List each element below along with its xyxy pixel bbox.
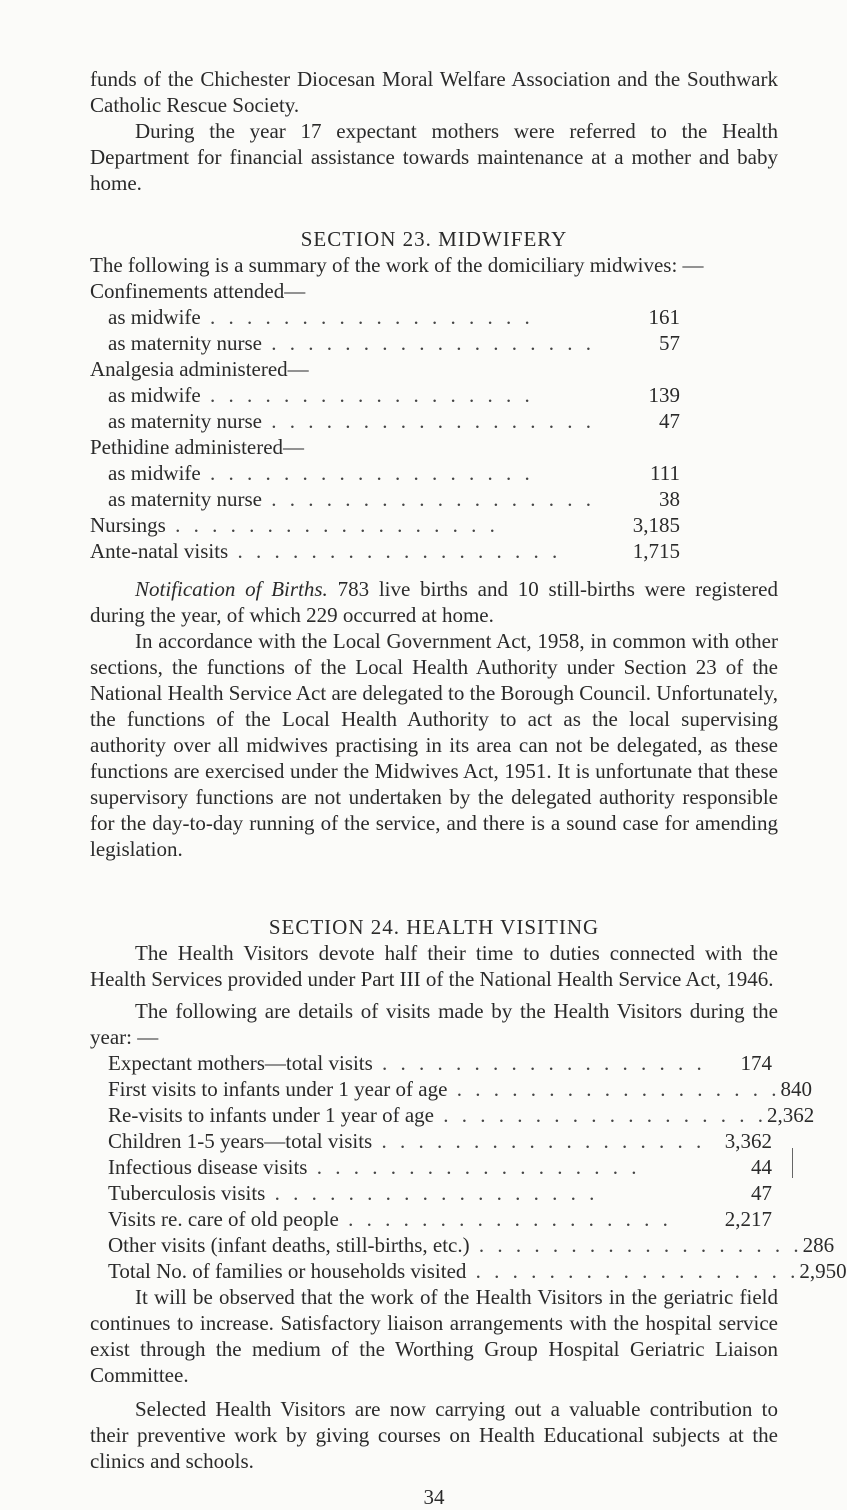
section-23-heading: SECTION 23. MIDWIFERY [300, 227, 568, 251]
row-value: 139 [648, 383, 680, 407]
midwifery-lead: The following is a summary of the work of the domiciliary midwives: — [90, 253, 704, 277]
leader-dots: . . . . . . . . . . . . . . . . . . [200, 461, 534, 485]
table-row [90, 278, 680, 304]
leader-dots: . . . . . . . . . . . . . . . . . . [338, 1207, 672, 1231]
row-label-text: Children 1-5 years—total visits [108, 1129, 373, 1153]
row-value: 286 [802, 1233, 835, 1257]
row-value: 47 [659, 409, 680, 433]
row-label-text: Infectious disease visits [108, 1155, 308, 1179]
row-label [90, 1076, 780, 1102]
row-label [90, 304, 600, 330]
leader-dots: . . . . . . . . . . . . . . . . . . [265, 1181, 599, 1205]
table-row [90, 1050, 772, 1076]
leader-dots: . . . . . . . . . . . . . . . . . . [261, 331, 595, 355]
row-label [90, 1050, 706, 1076]
table-row [90, 1206, 772, 1232]
row-label [90, 1154, 692, 1180]
leader-dots: . . . . . . . . . . . . . . . . . . [200, 305, 534, 329]
row-value: 38 [659, 487, 680, 511]
row-label [90, 382, 600, 408]
table-row [90, 382, 680, 408]
row-label [90, 1258, 799, 1284]
row-value: 1,715 [632, 539, 680, 563]
leader-dots: . . . . . . . . . . . . . . . . . . [165, 513, 499, 537]
table-row [90, 486, 680, 512]
row-label-text: Analgesia administered— [90, 357, 309, 381]
leader-dots: . . . . . . . . . . . . . . . . . . [434, 1103, 767, 1127]
row-label-text: as midwife [108, 305, 201, 329]
row-label-text: Expectant mothers—total visits [108, 1051, 373, 1075]
notification-text: 783 live births and 10 still-births were registered during the year, of which 229 occurred at home. [90, 577, 778, 627]
notification-title: Notification of Births. [135, 577, 328, 601]
row-label [90, 1232, 803, 1258]
row-label [90, 330, 600, 356]
leader-dots: . . . . . . . . . . . . . . . . . . [261, 409, 595, 433]
row-label [90, 538, 600, 564]
row-label [90, 1206, 692, 1232]
row-label-text: Total No. of families or households visited [108, 1259, 467, 1283]
row-label [90, 408, 600, 434]
delegation-paragraph: In accordance with the Local Government Act, 1958, in common with other sections, the functions of the Local Health Authority under Section 23 of the National Health Service Act are delegated to the Borough Council. Unfortunately, the functions of the Local Health Authority to act as the local supervising authority over all midwives practising in its area can not be delegated, as these functions are exercised under the Midwives Act, 1951. It is unfortunate that these supervisory functions are not undertaken by the delegated authority responsible for the day-to-day running of the service, and there is a sound case for amending legislation. [90, 629, 778, 861]
row-label-text: Ante-natal visits [90, 539, 229, 563]
row-label-text: Other visits (infant deaths, still-births, etc.) [108, 1233, 470, 1257]
leader-dots: . . . . . . . . . . . . . . . . . . [372, 1129, 706, 1153]
leader-dots: . . . . . . . . . . . . . . . . . . [447, 1077, 781, 1101]
document-page [90, 66, 847, 1510]
row-value: 57 [659, 331, 680, 355]
row-label [90, 486, 600, 512]
table-row [90, 408, 680, 434]
leader-dots: . . . . . . . . . . . . . . . . . . [228, 539, 562, 563]
section-24-heading: SECTION 24. HEALTH VISITING [268, 915, 600, 939]
table-row [90, 1232, 835, 1258]
row-label-text: as midwife [108, 461, 201, 485]
table-row [90, 1128, 772, 1154]
row-value: 161 [648, 305, 680, 329]
row-value: 174 [740, 1051, 772, 1075]
leader-dots: . . . . . . . . . . . . . . . . . . [466, 1259, 800, 1283]
row-value: 3,362 [724, 1129, 772, 1153]
table-row [90, 330, 680, 356]
health-visiting-lead: The following are details of visits made by the Health Visitors during the year: — [90, 999, 778, 1049]
health-visits-table [90, 1050, 847, 1284]
leader-dots: . . . . . . . . . . . . . . . . . . [200, 383, 534, 407]
row-label [90, 512, 600, 538]
row-label-text: Pethidine administered— [90, 435, 305, 459]
notification-paragraph [90, 576, 778, 628]
row-label [90, 278, 600, 304]
row-label [90, 460, 600, 486]
row-label-text: as maternity nurse [108, 409, 262, 433]
leader-dots: . . . . . . . . . . . . . . . . . . [469, 1233, 803, 1257]
table-row [90, 538, 680, 564]
row-value: 3,185 [632, 513, 680, 537]
table-row [90, 512, 680, 538]
leader-dots: . . . . . . . . . . . . . . . . . . [261, 487, 595, 511]
row-label-text: Re-visits to infants under 1 year of age [108, 1103, 434, 1127]
row-label [90, 1128, 705, 1154]
health-visiting-paragraph: The Health Visitors devote half their time to duties connected with the Health Services provided under Part III of the National Health Service Act, 1946. [90, 941, 778, 991]
midwifery-table [90, 278, 680, 564]
row-value: 44 [751, 1155, 772, 1179]
row-label-text: First visits to infants under 1 year of age [108, 1077, 448, 1101]
row-label [90, 1102, 767, 1128]
row-value: 2,217 [724, 1207, 772, 1231]
leader-dots: . . . . . . . . . . . . . . . . . . [372, 1051, 706, 1075]
row-label-text: as midwife [108, 383, 201, 407]
row-label-text: as maternity nurse [108, 331, 262, 355]
table-row [90, 1258, 847, 1284]
page-number: 34 [423, 1485, 445, 1509]
table-row [90, 1102, 815, 1128]
intro-paragraph-2: During the year 17 expectant mothers were referred to the Health Department for financial assistance towards maintenance at a mother and baby home. [90, 119, 778, 195]
geriatric-paragraph: It will be observed that the work of the Health Visitors in the geriatric field continues to increase. Satisfactory liaison arrangements with the hospital service exist through the medium of the Worthing Group Hospital Geriatric Liaison Committee. [90, 1285, 778, 1387]
row-value: 2,950 [799, 1259, 847, 1283]
health-education-paragraph: Selected Health Visitors are now carrying out a valuable contribution to their preventive work by giving courses on Health Educational subjects at the clinics and schools. [90, 1397, 778, 1473]
row-label [90, 1180, 692, 1206]
row-value: 2,362 [767, 1103, 815, 1127]
row-label-text: Confinements attended— [90, 279, 306, 303]
row-value: 840 [780, 1077, 812, 1101]
row-value: 111 [650, 461, 680, 485]
row-label-text: Tuberculosis visits [108, 1181, 266, 1205]
row-value: 47 [751, 1181, 772, 1205]
table-row [90, 460, 680, 486]
margin-mark [792, 1148, 793, 1178]
row-label-text: Visits re. care of old people [108, 1207, 339, 1231]
leader-dots: . . . . . . . . . . . . . . . . . . [307, 1155, 641, 1179]
table-row [90, 356, 680, 382]
table-row [90, 434, 680, 460]
row-label-text: as maternity nurse [108, 487, 262, 511]
table-row [90, 1180, 772, 1206]
row-label-text: Nursings [90, 513, 166, 537]
row-label [90, 434, 600, 460]
table-row [90, 1154, 772, 1180]
table-row [90, 1076, 812, 1102]
intro-paragraph-1: funds of the Chichester Diocesan Moral Welfare Association and the Southwark Catholic Rescue Society. [90, 67, 778, 117]
row-label [90, 356, 600, 382]
table-row [90, 304, 680, 330]
